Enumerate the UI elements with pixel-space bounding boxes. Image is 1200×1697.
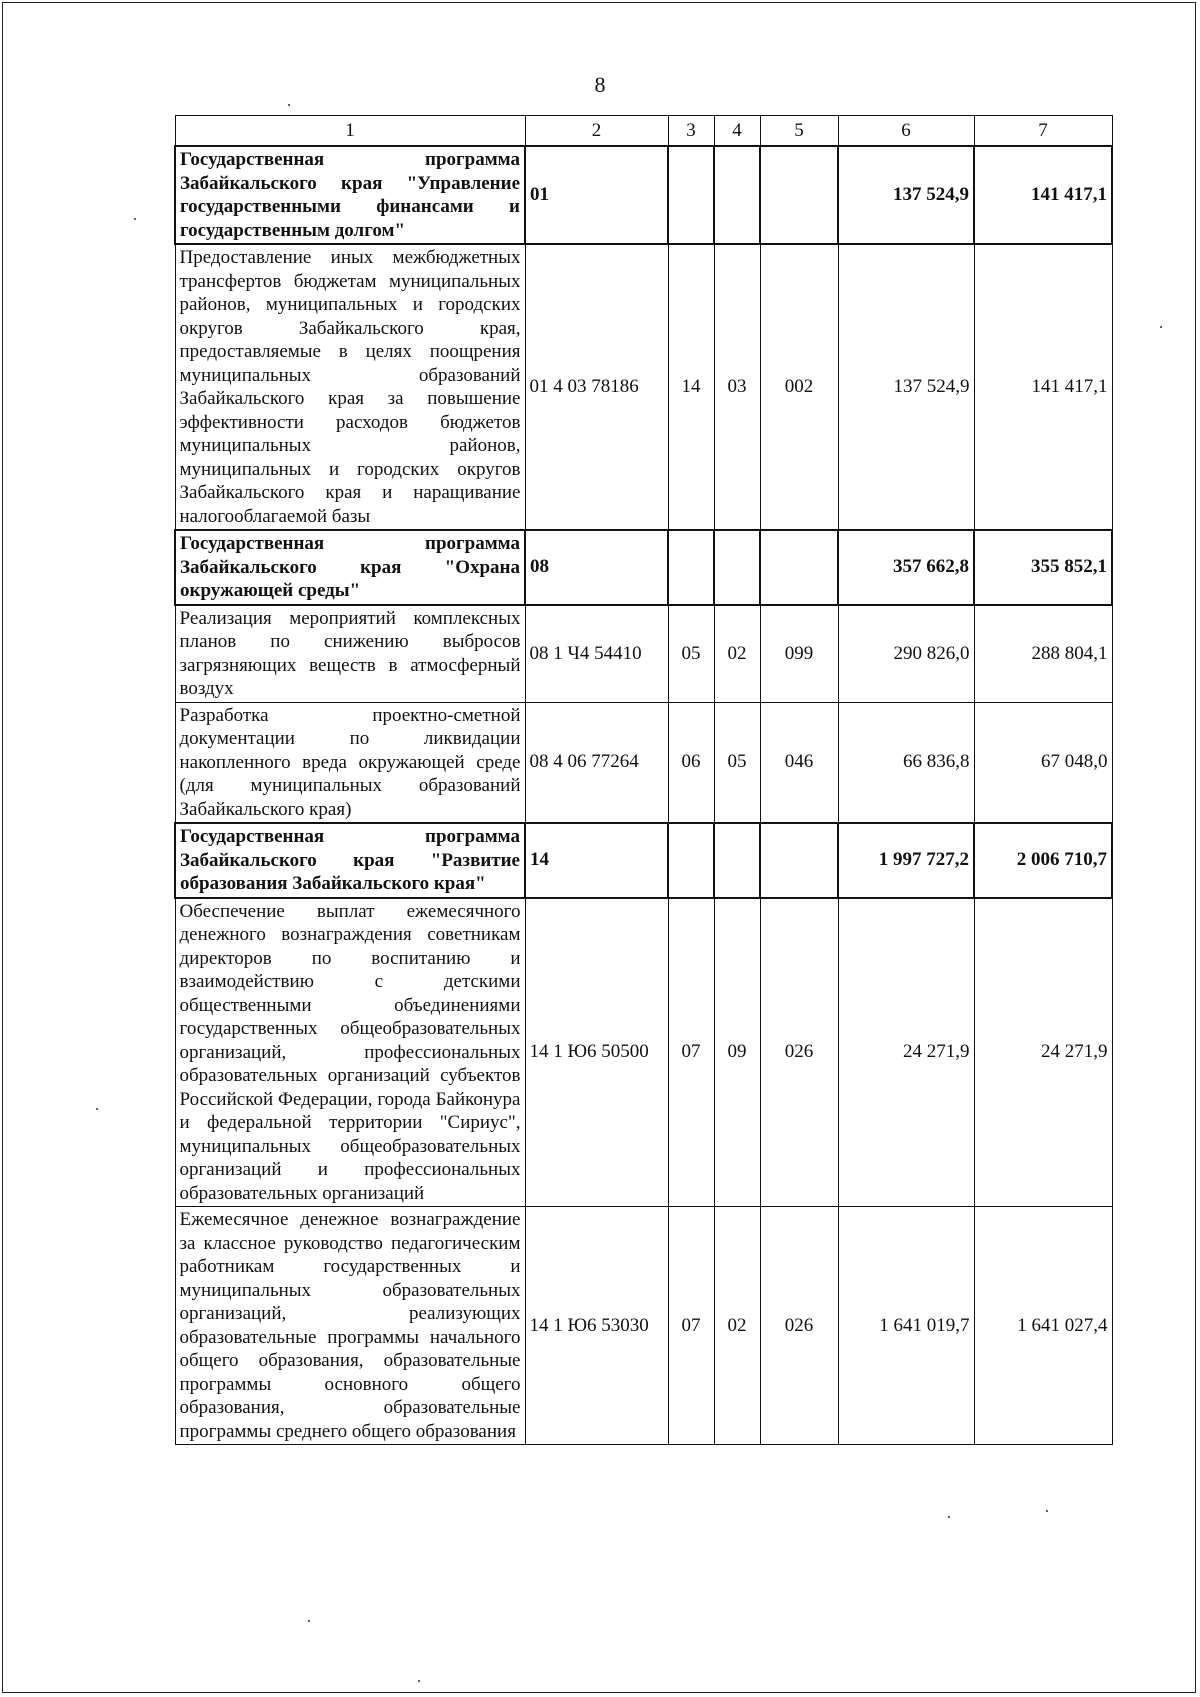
header-row — [175, 116, 1112, 147]
scan-speck — [418, 1680, 420, 1682]
header-col-6: 6 — [838, 116, 974, 147]
row-name: Государственная программа Забайкальского края "Управление государственными финансами и государственным долгом" — [175, 146, 525, 244]
header-col-7: 7 — [974, 116, 1112, 147]
row-value-7: 141 417,1 — [974, 244, 1112, 530]
scan-speck — [96, 1108, 98, 1110]
row-code: 14 1 Ю6 50500 — [525, 898, 668, 1207]
row-name: Государственная программа Забайкальского края "Охрана окружающей среды" — [175, 530, 525, 605]
row-col5: 099 — [760, 605, 838, 703]
row-name: Предоставление иных межбюджетных трансфертов бюджетам муниципальных районов, муниципальных и городских округов Забайкальского края, предоставляемые в целях поощрения муниципальных образований Забайкальского края за повышение эффективности расходов бюджетов муниципальных районов, муниципальных и городских округов Забайкальского края и наращивание налогооблагаемой базы — [175, 244, 525, 530]
row-value-6: 66 836,8 — [838, 702, 974, 823]
scan-speck — [948, 1516, 950, 1518]
table-row — [175, 244, 1112, 530]
budget-table — [174, 115, 1113, 1445]
row-value-6: 24 271,9 — [838, 898, 974, 1207]
row-value-6: 137 524,9 — [838, 244, 974, 530]
row-col4: 02 — [714, 1207, 760, 1445]
table-row — [175, 1207, 1112, 1445]
row-value-7: 355 852,1 — [974, 530, 1112, 605]
row-value-6: 357 662,8 — [838, 530, 974, 605]
table-row — [175, 898, 1112, 1207]
row-col5 — [760, 146, 838, 244]
row-col4: 09 — [714, 898, 760, 1207]
page-number: 8 — [594, 72, 606, 97]
row-value-6: 290 826,0 — [838, 605, 974, 703]
row-col3 — [668, 530, 714, 605]
row-col5 — [760, 823, 838, 898]
row-col3: 14 — [668, 244, 714, 530]
scan-speck — [134, 218, 136, 220]
row-code: 08 1 Ч4 54410 — [525, 605, 668, 703]
table-row-program — [175, 530, 1112, 605]
row-col4 — [714, 146, 760, 244]
row-name: Реализация мероприятий комплексных планов по снижению выбросов загрязняющих веществ в атмосферный воздух — [175, 605, 525, 703]
row-value-6: 137 524,9 — [838, 146, 974, 244]
row-col5: 026 — [760, 898, 838, 1207]
row-value-7: 1 641 027,4 — [974, 1207, 1112, 1445]
scan-speck — [308, 1620, 310, 1622]
header-col-5: 5 — [760, 116, 838, 147]
row-code: 08 4 06 77264 — [525, 702, 668, 823]
row-col3 — [668, 146, 714, 244]
row-col4: 02 — [714, 605, 760, 703]
scan-speck — [288, 104, 290, 106]
table-row-program — [175, 146, 1112, 244]
row-value-7: 2 006 710,7 — [974, 823, 1112, 898]
row-col4: 05 — [714, 702, 760, 823]
row-value-6: 1 641 019,7 — [838, 1207, 974, 1445]
row-code: 01 — [525, 146, 668, 244]
row-value-7: 67 048,0 — [974, 702, 1112, 823]
row-name: Разработка проектно-сметной документации по ликвидации накопленного вреда окружающей среде (для муниципальных образований Забайкальского края) — [175, 702, 525, 823]
header-col-1: 1 — [175, 116, 525, 147]
header-col-4: 4 — [714, 116, 760, 147]
row-col5: 026 — [760, 1207, 838, 1445]
header-col-3: 3 — [668, 116, 714, 147]
row-code: 01 4 03 78186 — [525, 244, 668, 530]
row-value-6: 1 997 727,2 — [838, 823, 974, 898]
row-value-7: 288 804,1 — [974, 605, 1112, 703]
row-name: Государственная программа Забайкальского края "Развитие образования Забайкальского края" — [175, 823, 525, 898]
table-row — [175, 605, 1112, 703]
row-col4: 03 — [714, 244, 760, 530]
row-col3: 05 — [668, 605, 714, 703]
row-value-7: 141 417,1 — [974, 146, 1112, 244]
row-col3: 07 — [668, 898, 714, 1207]
row-col3 — [668, 823, 714, 898]
scan-speck — [1160, 326, 1162, 328]
row-code: 08 — [525, 530, 668, 605]
row-value-7: 24 271,9 — [974, 898, 1112, 1207]
row-col5 — [760, 530, 838, 605]
header-col-2: 2 — [525, 116, 668, 147]
row-col3: 07 — [668, 1207, 714, 1445]
row-col5: 002 — [760, 244, 838, 530]
row-col4 — [714, 823, 760, 898]
table-row-program — [175, 823, 1112, 898]
row-name: Обеспечение выплат ежемесячного денежного вознаграждения советникам директоров по воспитанию и взаимодействию с детскими общественными объединениями государственных общеобразовательных организаций, профессиональных образовательных организаций субъектов Российской Федерации, города Байконура и федеральной территории "Сириус", муниципальных общеобразовательных организаций и профессиональных образовательных организаций — [175, 898, 525, 1207]
row-col5: 046 — [760, 702, 838, 823]
row-code: 14 — [525, 823, 668, 898]
scan-speck — [1046, 1510, 1048, 1512]
table-row — [175, 702, 1112, 823]
row-col3: 06 — [668, 702, 714, 823]
row-name: Ежемесячное денежное вознаграждение за классное руководство педагогическим работникам государственных и муниципальных образовательных организаций, реализующих образовательные программы начального общего образования, образовательные программы основного общего образования, образовательные программы среднего общего образования — [175, 1207, 525, 1445]
row-col4 — [714, 530, 760, 605]
row-code: 14 1 Ю6 53030 — [525, 1207, 668, 1445]
